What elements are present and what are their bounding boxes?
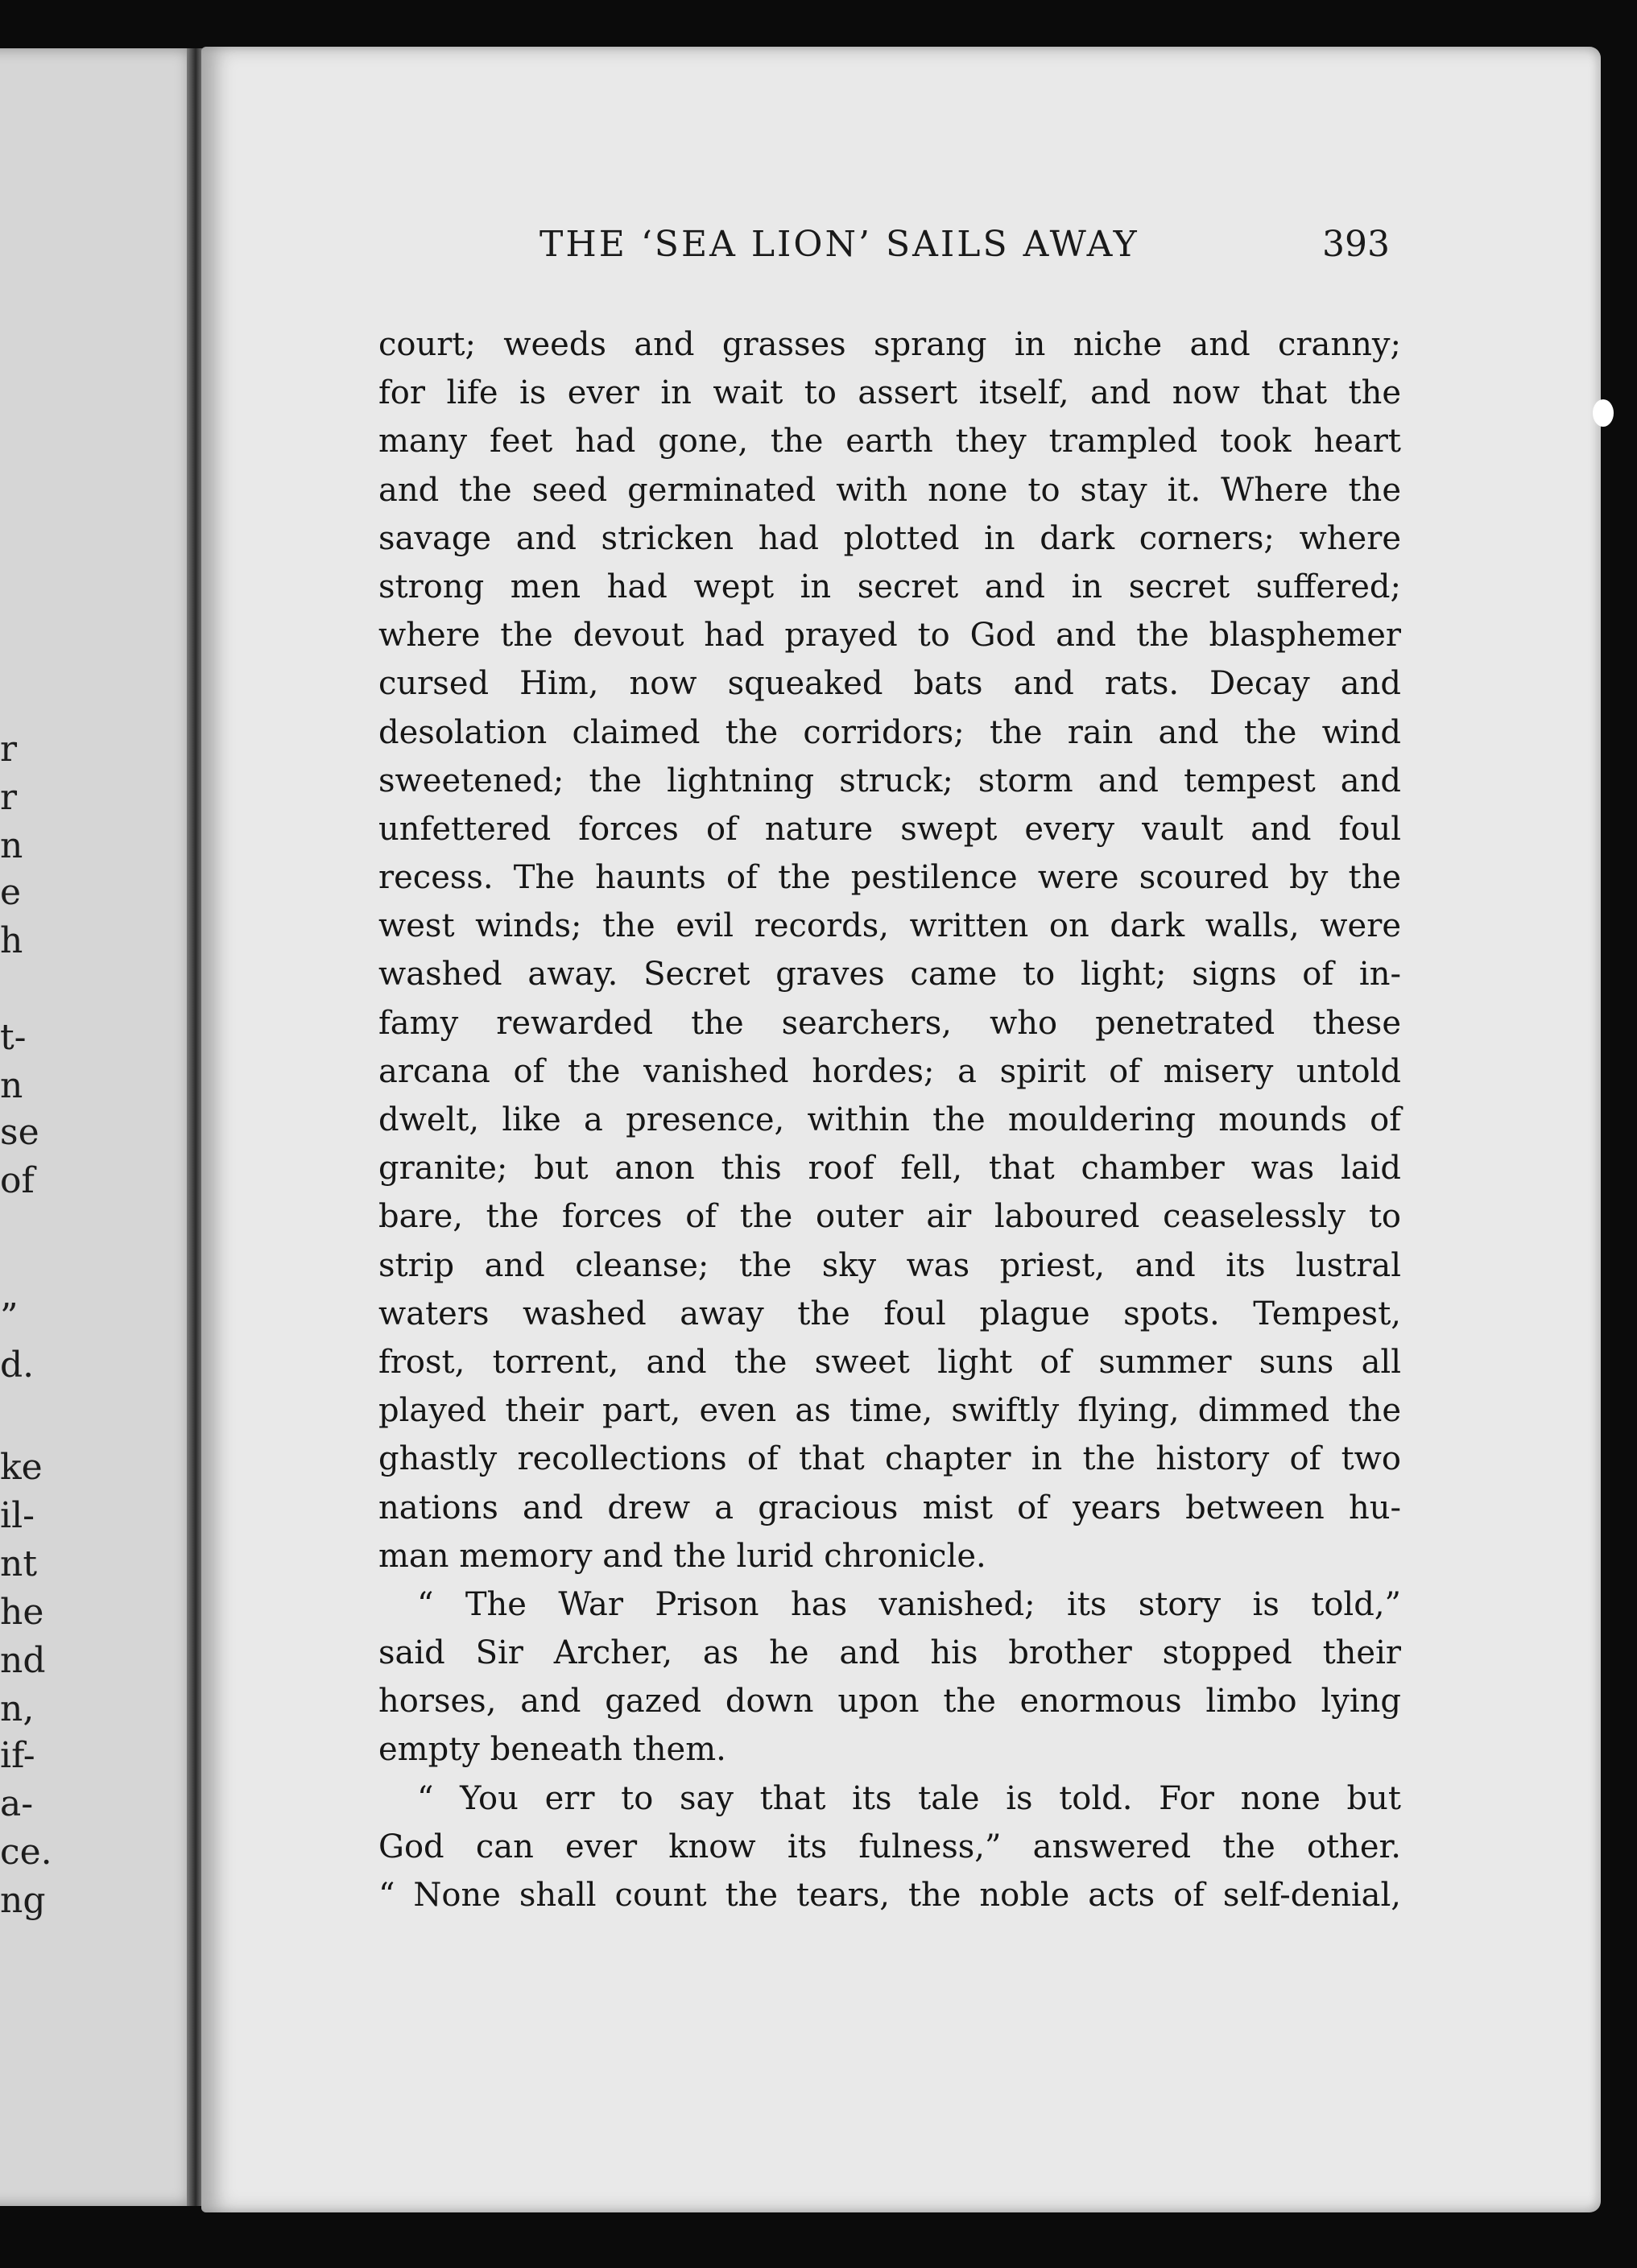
left-fragment: n xyxy=(0,825,23,866)
left-page-text-fragments xyxy=(0,0,81,2268)
text-line: horses, and gazed down upon the enormous limbo lying xyxy=(378,1683,1401,1721)
text-line: God can ever know its fulness,” answered the other. xyxy=(378,1828,1401,1865)
left-fragment: il- xyxy=(0,1495,35,1536)
left-fragment: nd xyxy=(0,1640,46,1681)
text-line: court; weeds and grasses sprang in niche and cranny; xyxy=(378,326,1401,363)
left-fragment: a- xyxy=(0,1783,34,1824)
text-line: waters washed away the foul plague spots. Tempest, xyxy=(378,1295,1401,1332)
text-line: strong men had wept in secret and in secret suffered; xyxy=(378,568,1401,605)
text-line: cursed Him, now squeaked bats and rats. Decay and xyxy=(378,665,1401,703)
text-line: dwelt, like a presence, within the mouldering mounds of xyxy=(378,1101,1401,1138)
left-fragment: he xyxy=(0,1592,44,1633)
left-fragment: e xyxy=(0,872,22,913)
left-fragment: r xyxy=(0,729,18,770)
text-line: granite; but anon this roof fell, that chamber was laid xyxy=(378,1150,1401,1188)
text-line: ghastly recollections of that chapter in the history of two xyxy=(378,1440,1401,1478)
text-line: west winds; the evil records, written on dark walls, were xyxy=(378,907,1401,945)
text-line: man memory and the lurid chronicle. xyxy=(378,1537,986,1575)
scan-speck xyxy=(1593,399,1614,427)
body-text xyxy=(378,320,1401,1919)
left-fragment: ke xyxy=(0,1447,43,1488)
left-fragment: nt xyxy=(0,1543,38,1584)
left-fragment: n xyxy=(0,1065,23,1106)
text-line: where the devout had prayed to God and the blasphemer xyxy=(378,617,1401,655)
text-line: strip and cleanse; the sky was priest, and its lustral xyxy=(378,1246,1401,1284)
text-line: sweetened; the lightning struck; storm and tempest and xyxy=(378,762,1401,799)
text-line: bare, the forces of the outer air laboured ceaselessly to xyxy=(378,1198,1401,1236)
left-fragment: of xyxy=(0,1160,35,1201)
page-header xyxy=(338,224,1390,272)
text-line: recess. The haunts of the pestilence were scoured by the xyxy=(378,859,1401,897)
left-fragment: if- xyxy=(0,1735,35,1776)
left-fragment: n, xyxy=(0,1688,35,1729)
text-line: savage and stricken had plotted in dark corners; where xyxy=(378,519,1401,557)
text-line: arcana of the vanished hordes; a spirit of misery untold xyxy=(378,1052,1401,1090)
text-line: “ The War Prison has vanished; its story is told,” xyxy=(417,1585,1401,1623)
text-line: nations and drew a gracious mist of years between hu- xyxy=(378,1489,1401,1526)
text-line: desolation claimed the corridors; the rain and the wind xyxy=(378,713,1401,751)
left-fragment: r xyxy=(0,777,18,818)
text-line: played their part, even as time, swiftly flying, dimmed the xyxy=(378,1392,1401,1430)
text-line: said Sir Archer, as he and his brother stopped their xyxy=(378,1634,1401,1672)
text-line: “ None shall count the tears, the noble acts of self-denial, xyxy=(378,1877,1401,1914)
text-line: washed away. Secret graves came to light; signs of in- xyxy=(378,956,1401,994)
text-line: famy rewarded the searchers, who penetrated these xyxy=(378,1004,1401,1042)
text-line: empty beneath them. xyxy=(378,1731,726,1769)
text-line: frost, torrent, and the sweet light of summer suns all xyxy=(378,1343,1401,1381)
text-line: many feet had gone, the earth they trampled took heart xyxy=(378,423,1401,461)
running-head: THE ‘SEA LION’ SAILS AWAY xyxy=(539,224,1139,265)
text-line: “ You err to say that its tale is told. For none but xyxy=(417,1779,1401,1817)
left-fragment: ce. xyxy=(0,1832,52,1873)
text-line: for life is ever in wait to assert itself, and now that the xyxy=(378,374,1401,412)
left-fragment: se xyxy=(0,1112,39,1153)
left-fragment: d. xyxy=(0,1345,35,1386)
text-line: and the seed germinated with none to stay it. Where the xyxy=(378,471,1401,509)
page-number: 393 xyxy=(1322,224,1390,265)
text-line: unfettered forces of nature swept every vault and foul xyxy=(378,810,1401,848)
left-fragment: ” xyxy=(0,1296,19,1337)
left-fragment: ng xyxy=(0,1880,46,1921)
left-fragment: h xyxy=(0,920,23,961)
left-fragment: t- xyxy=(0,1017,27,1058)
